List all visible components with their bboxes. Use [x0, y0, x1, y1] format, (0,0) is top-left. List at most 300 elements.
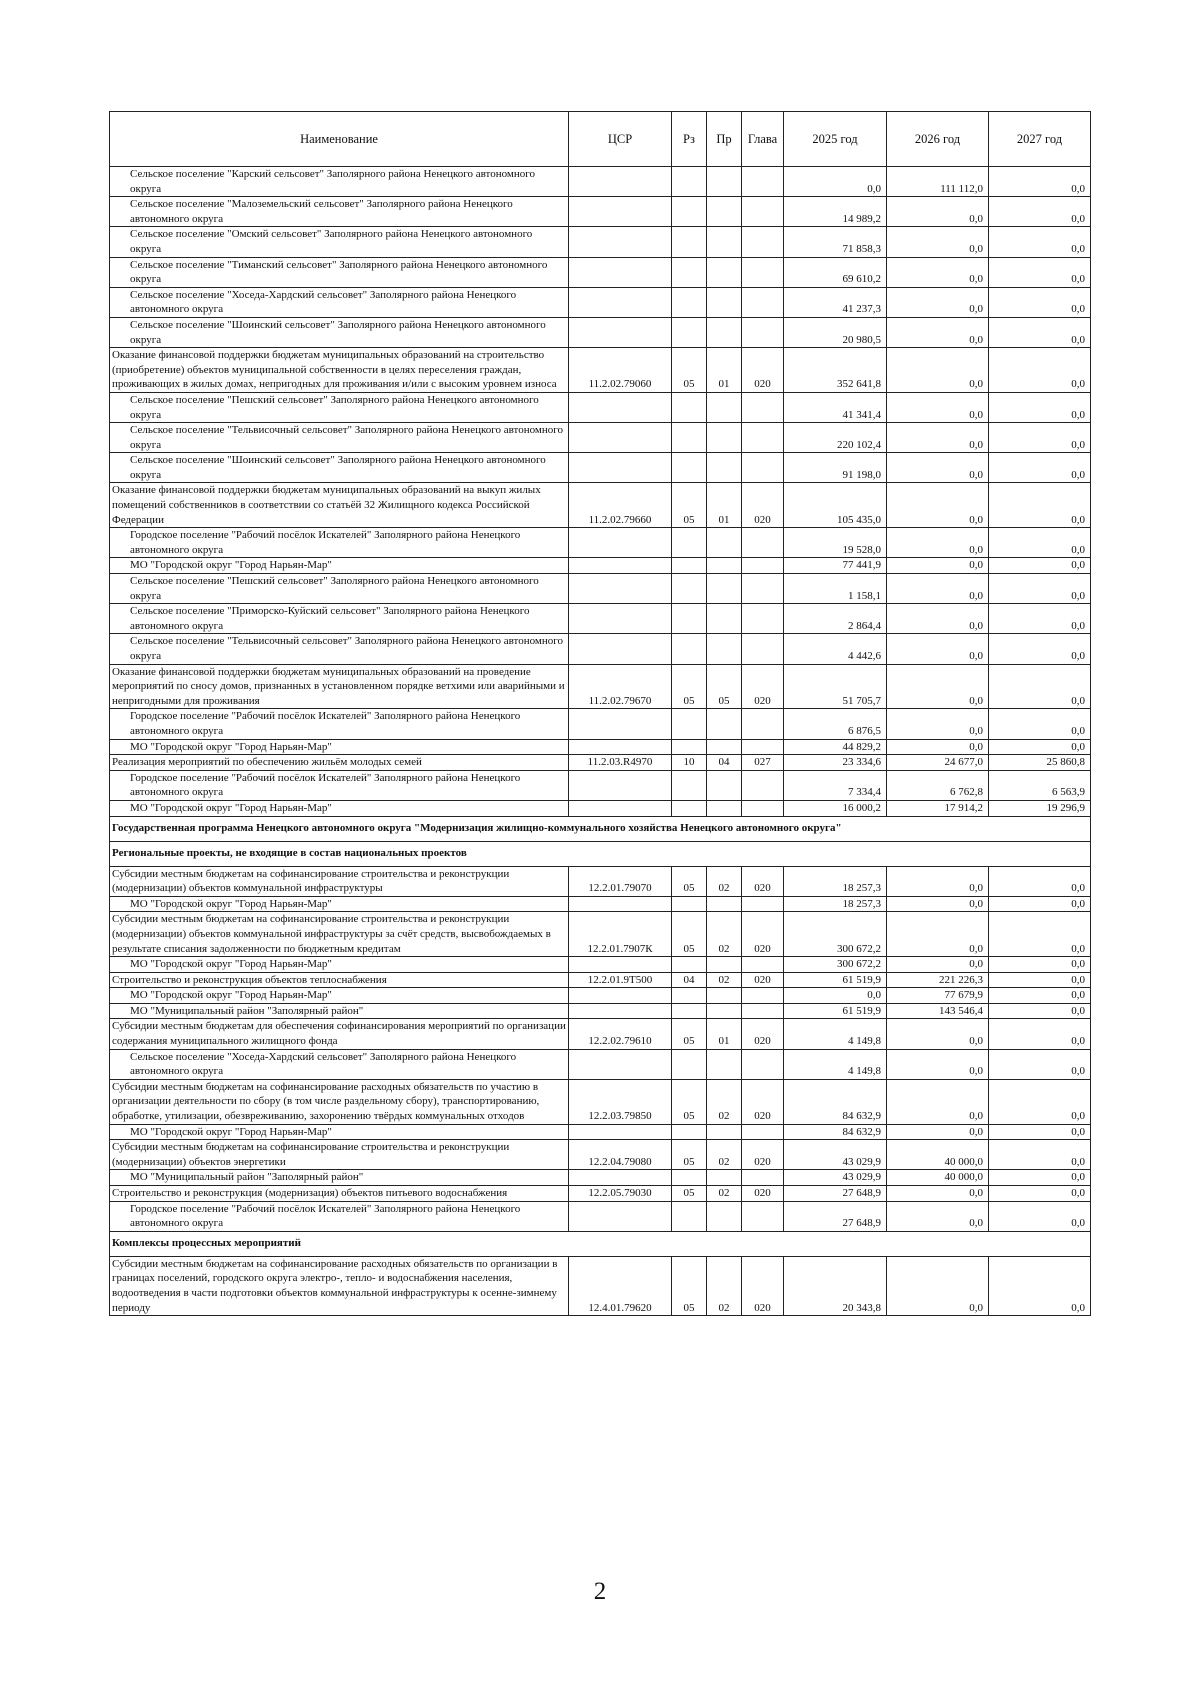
pr-cell: 02: [707, 912, 742, 957]
csr-cell: 11.2.02.79670: [569, 664, 672, 709]
column-header-rz: Рз: [672, 112, 707, 167]
glava-cell: 020: [742, 1140, 784, 1170]
pr-cell: 01: [707, 1019, 742, 1049]
value-2027-cell: 0,0: [989, 483, 1091, 528]
value-2026-cell: 0,0: [887, 558, 989, 574]
table-row: [110, 912, 1091, 957]
glava-cell: 020: [742, 866, 784, 896]
pr-cell: 02: [707, 1186, 742, 1202]
value-2027-cell: 0,0: [989, 604, 1091, 634]
value-2025-cell: 84 632,9: [784, 1124, 887, 1140]
name-cell: Реализация мероприятий по обеспечению жильём молодых семей: [110, 755, 569, 771]
pr-cell: 02: [707, 1079, 742, 1124]
value-2027-cell: 0,0: [989, 896, 1091, 912]
rz-cell: [672, 1124, 707, 1140]
value-2025-cell: 14 989,2: [784, 197, 887, 227]
value-2027-cell: 0,0: [989, 392, 1091, 422]
rz-cell: 05: [672, 912, 707, 957]
glava-cell: [742, 453, 784, 483]
table-row: [110, 1049, 1091, 1079]
name-cell: Сельское поселение "Тельвисочный сельсовет" Заполярного района Ненецкого автономного округа: [110, 634, 569, 664]
value-2025-cell: 51 705,7: [784, 664, 887, 709]
value-2027-cell: 0,0: [989, 227, 1091, 257]
table-row: [110, 287, 1091, 317]
rz-cell: [672, 423, 707, 453]
name-cell: МО "Городской округ "Город Нарьян-Мар": [110, 800, 569, 816]
value-2026-cell: 0,0: [887, 528, 989, 558]
csr-cell: 12.2.02.79610: [569, 1019, 672, 1049]
rz-cell: 04: [672, 972, 707, 988]
csr-cell: [569, 770, 672, 800]
value-2025-cell: 2 864,4: [784, 604, 887, 634]
name-cell: Сельское поселение "Шоинский сельсовет" Заполярного района Ненецкого автономного округа: [110, 317, 569, 347]
table-row: [110, 1140, 1091, 1170]
rz-cell: [672, 770, 707, 800]
pr-cell: [707, 558, 742, 574]
table-row: [110, 800, 1091, 816]
rz-cell: 05: [672, 483, 707, 528]
pr-cell: 01: [707, 483, 742, 528]
name-cell: Строительство и реконструкция (модернизация) объектов питьевого водоснабжения: [110, 1186, 569, 1202]
table-row: [110, 528, 1091, 558]
value-2025-cell: 44 829,2: [784, 739, 887, 755]
csr-cell: 12.2.05.79030: [569, 1186, 672, 1202]
value-2025-cell: 43 029,9: [784, 1170, 887, 1186]
csr-cell: [569, 317, 672, 347]
value-2027-cell: 0,0: [989, 257, 1091, 287]
value-2025-cell: 220 102,4: [784, 423, 887, 453]
name-cell: МО "Муниципальный район "Заполярный район": [110, 1170, 569, 1186]
value-2027-cell: 0,0: [989, 957, 1091, 973]
rz-cell: 05: [672, 866, 707, 896]
csr-cell: 12.2.01.7907К: [569, 912, 672, 957]
csr-cell: [569, 634, 672, 664]
csr-cell: [569, 227, 672, 257]
pr-cell: [707, 317, 742, 347]
rz-cell: [672, 317, 707, 347]
value-2026-cell: 24 677,0: [887, 755, 989, 771]
pr-cell: [707, 1003, 742, 1019]
rz-cell: 05: [672, 1186, 707, 1202]
name-cell: Сельское поселение "Омский сельсовет" Заполярного района Ненецкого автономного округа: [110, 227, 569, 257]
value-2025-cell: 6 876,5: [784, 709, 887, 739]
rz-cell: 05: [672, 664, 707, 709]
value-2027-cell: 0,0: [989, 423, 1091, 453]
value-2026-cell: 40 000,0: [887, 1170, 989, 1186]
value-2026-cell: 0,0: [887, 348, 989, 393]
rz-cell: 05: [672, 1140, 707, 1170]
glava-cell: 027: [742, 755, 784, 771]
pr-cell: 02: [707, 972, 742, 988]
table-row: [110, 1019, 1091, 1049]
value-2027-cell: 0,0: [989, 558, 1091, 574]
value-2027-cell: 6 563,9: [989, 770, 1091, 800]
value-2027-cell: 0,0: [989, 972, 1091, 988]
column-header-pr: Пр: [707, 112, 742, 167]
value-2026-cell: 0,0: [887, 634, 989, 664]
pr-cell: [707, 1201, 742, 1231]
glava-cell: 020: [742, 972, 784, 988]
csr-cell: [569, 528, 672, 558]
csr-cell: [569, 1201, 672, 1231]
value-2027-cell: 0,0: [989, 1019, 1091, 1049]
csr-cell: [569, 558, 672, 574]
csr-cell: 12.2.01.79070: [569, 866, 672, 896]
csr-cell: [569, 1124, 672, 1140]
table-row: [110, 972, 1091, 988]
name-cell: Субсидии местным бюджетам на софинансирование строительства и реконструкции (модернизации) объектов коммунальной инфраструктуры за счёт средств, высвобождаемых в результате списания задолженности по бюджетным кредитам: [110, 912, 569, 957]
value-2025-cell: 18 257,3: [784, 896, 887, 912]
name-cell: Оказание финансовой поддержки бюджетам муниципальных образований на выкуп жилых помещений собственников в соответствии со статьёй 32 Жилищного кодекса Российской Федерации: [110, 483, 569, 528]
rz-cell: [672, 1049, 707, 1079]
value-2027-cell: 0,0: [989, 1049, 1091, 1079]
name-cell: МО "Городской округ "Город Нарьян-Мар": [110, 957, 569, 973]
glava-cell: [742, 1201, 784, 1231]
name-cell: Строительство и реконструкция объектов теплоснабжения: [110, 972, 569, 988]
value-2025-cell: 0,0: [784, 988, 887, 1004]
name-cell: МО "Городской округ "Город Нарьян-Мар": [110, 896, 569, 912]
value-2025-cell: 19 528,0: [784, 528, 887, 558]
glava-cell: 020: [742, 1079, 784, 1124]
value-2027-cell: 0,0: [989, 634, 1091, 664]
csr-cell: [569, 800, 672, 816]
value-2025-cell: 16 000,2: [784, 800, 887, 816]
budget-table: [109, 111, 1091, 1316]
value-2026-cell: 0,0: [887, 912, 989, 957]
budget-table-container: [109, 111, 1090, 1316]
value-2027-cell: 0,0: [989, 1140, 1091, 1170]
name-cell: Оказание финансовой поддержки бюджетам муниципальных образований на проведение мероприятий по сносу домов, признанных в установленном порядке ветхими или аварийными и непригодными для проживания: [110, 664, 569, 709]
csr-cell: 11.2.03.R4970: [569, 755, 672, 771]
value-2026-cell: 0,0: [887, 423, 989, 453]
table-header-row: [110, 112, 1091, 167]
pr-cell: [707, 709, 742, 739]
name-cell: Сельское поселение "Приморско-Куйский сельсовет" Заполярного района Ненецкого автономного округа: [110, 604, 569, 634]
rz-cell: 05: [672, 348, 707, 393]
rz-cell: [672, 167, 707, 197]
value-2027-cell: 0,0: [989, 1003, 1091, 1019]
value-2027-cell: 0,0: [989, 866, 1091, 896]
pr-cell: [707, 1170, 742, 1186]
value-2026-cell: 0,0: [887, 483, 989, 528]
pr-cell: [707, 988, 742, 1004]
value-2026-cell: 0,0: [887, 664, 989, 709]
value-2025-cell: 20 980,5: [784, 317, 887, 347]
rz-cell: [672, 988, 707, 1004]
value-2027-cell: 0,0: [989, 739, 1091, 755]
value-2026-cell: 0,0: [887, 1124, 989, 1140]
value-2027-cell: 0,0: [989, 912, 1091, 957]
csr-cell: [569, 1170, 672, 1186]
name-cell: МО "Городской округ "Город Нарьян-Мар": [110, 739, 569, 755]
rz-cell: [672, 227, 707, 257]
value-2025-cell: 352 641,8: [784, 348, 887, 393]
value-2026-cell: 0,0: [887, 453, 989, 483]
name-cell: МО "Городской округ "Город Нарьян-Мар": [110, 558, 569, 574]
glava-cell: [742, 392, 784, 422]
section-title: Комплексы процессных мероприятий: [110, 1231, 1091, 1256]
value-2026-cell: 0,0: [887, 287, 989, 317]
rz-cell: [672, 197, 707, 227]
glava-cell: [742, 988, 784, 1004]
glava-cell: [742, 197, 784, 227]
value-2027-cell: 0,0: [989, 528, 1091, 558]
glava-cell: [742, 1170, 784, 1186]
value-2026-cell: 0,0: [887, 1019, 989, 1049]
pr-cell: [707, 1124, 742, 1140]
table-row: [110, 634, 1091, 664]
value-2027-cell: 0,0: [989, 988, 1091, 1004]
table-row: [110, 257, 1091, 287]
section-row: [110, 1231, 1091, 1256]
csr-cell: [569, 392, 672, 422]
table-row: [110, 1079, 1091, 1124]
table-row: [110, 167, 1091, 197]
name-cell: Оказание финансовой поддержки бюджетам муниципальных образований на строительство (приобретение) объектов муниципальной собственности в целях переселения граждан, проживающих в жилых домах, непригодных для проживания и/или с высоким уровнем износа: [110, 348, 569, 393]
value-2027-cell: 0,0: [989, 1124, 1091, 1140]
table-row: [110, 423, 1091, 453]
csr-cell: [569, 197, 672, 227]
name-cell: Субсидии местным бюджетам на софинансирование расходных обязательств по организации в границах поселений, городского округа электро-, тепло- и водоснабжения населения, водоотведения в части подготовки объектов коммунальной инфраструктуры к осенне-зимнему периоду: [110, 1256, 569, 1315]
glava-cell: [742, 558, 784, 574]
pr-cell: [707, 957, 742, 973]
value-2026-cell: 17 914,2: [887, 800, 989, 816]
glava-cell: [742, 800, 784, 816]
csr-cell: 11.2.02.79060: [569, 348, 672, 393]
value-2026-cell: 111 112,0: [887, 167, 989, 197]
glava-cell: 020: [742, 348, 784, 393]
glava-cell: [742, 257, 784, 287]
table-row: [110, 227, 1091, 257]
column-header-2026: 2026 год: [887, 112, 989, 167]
name-cell: МО "Городской округ "Город Нарьян-Мар": [110, 988, 569, 1004]
value-2025-cell: 91 198,0: [784, 453, 887, 483]
name-cell: Сельское поселение "Хоседа-Хардский сельсовет" Заполярного района Ненецкого автономного округа: [110, 1049, 569, 1079]
csr-cell: [569, 1003, 672, 1019]
table-row: [110, 1256, 1091, 1315]
glava-cell: 020: [742, 1019, 784, 1049]
csr-cell: [569, 709, 672, 739]
rz-cell: [672, 574, 707, 604]
value-2026-cell: 0,0: [887, 1201, 989, 1231]
pr-cell: [707, 197, 742, 227]
table-row: [110, 1124, 1091, 1140]
value-2025-cell: 0,0: [784, 167, 887, 197]
name-cell: МО "Муниципальный район "Заполярный район": [110, 1003, 569, 1019]
value-2026-cell: 0,0: [887, 574, 989, 604]
pr-cell: 05: [707, 664, 742, 709]
section-title: Государственная программа Ненецкого автономного округа "Модернизация жилищно-коммунального хозяйства Ненецкого автономного округа": [110, 816, 1091, 841]
csr-cell: 12.2.04.79080: [569, 1140, 672, 1170]
name-cell: Сельское поселение "Тиманский сельсовет" Заполярного района Ненецкого автономного округа: [110, 257, 569, 287]
value-2025-cell: 105 435,0: [784, 483, 887, 528]
rz-cell: [672, 528, 707, 558]
pr-cell: [707, 574, 742, 604]
rz-cell: [672, 1201, 707, 1231]
section-row: [110, 816, 1091, 841]
csr-cell: 12.2.03.79850: [569, 1079, 672, 1124]
value-2027-cell: 0,0: [989, 317, 1091, 347]
pr-cell: [707, 770, 742, 800]
value-2026-cell: 221 226,3: [887, 972, 989, 988]
value-2025-cell: 18 257,3: [784, 866, 887, 896]
glava-cell: [742, 1124, 784, 1140]
value-2025-cell: 41 341,4: [784, 392, 887, 422]
value-2025-cell: 4 442,6: [784, 634, 887, 664]
column-header-2025: 2025 год: [784, 112, 887, 167]
value-2025-cell: 77 441,9: [784, 558, 887, 574]
rz-cell: [672, 257, 707, 287]
pr-cell: [707, 604, 742, 634]
value-2026-cell: 0,0: [887, 896, 989, 912]
value-2026-cell: 0,0: [887, 392, 989, 422]
value-2025-cell: 71 858,3: [784, 227, 887, 257]
csr-cell: [569, 423, 672, 453]
value-2027-cell: 0,0: [989, 287, 1091, 317]
value-2027-cell: 0,0: [989, 167, 1091, 197]
value-2027-cell: 0,0: [989, 1170, 1091, 1186]
name-cell: Субсидии местным бюджетам на софинансирование строительства и реконструкции (модернизации) объектов энергетики: [110, 1140, 569, 1170]
value-2025-cell: 20 343,8: [784, 1256, 887, 1315]
value-2026-cell: 0,0: [887, 866, 989, 896]
table-row: [110, 1201, 1091, 1231]
name-cell: Сельское поселение "Пешский сельсовет" Заполярного района Ненецкого автономного округа: [110, 574, 569, 604]
table-row: [110, 392, 1091, 422]
csr-cell: [569, 453, 672, 483]
pr-cell: [707, 800, 742, 816]
pr-cell: [707, 634, 742, 664]
column-header-glava: Глава: [742, 112, 784, 167]
rz-cell: [672, 709, 707, 739]
value-2026-cell: 0,0: [887, 957, 989, 973]
value-2026-cell: 0,0: [887, 1256, 989, 1315]
csr-cell: [569, 574, 672, 604]
value-2027-cell: 0,0: [989, 1079, 1091, 1124]
glava-cell: 020: [742, 1186, 784, 1202]
section-row: [110, 841, 1091, 866]
glava-cell: [742, 604, 784, 634]
pr-cell: [707, 287, 742, 317]
section-title: Региональные проекты, не входящие в состав национальных проектов: [110, 841, 1091, 866]
glava-cell: [742, 957, 784, 973]
value-2027-cell: 0,0: [989, 709, 1091, 739]
rz-cell: [672, 1003, 707, 1019]
value-2025-cell: 61 519,9: [784, 972, 887, 988]
value-2025-cell: 23 334,6: [784, 755, 887, 771]
table-row: [110, 739, 1091, 755]
value-2026-cell: 0,0: [887, 709, 989, 739]
rz-cell: [672, 800, 707, 816]
value-2026-cell: 77 679,9: [887, 988, 989, 1004]
pr-cell: [707, 227, 742, 257]
value-2025-cell: 1 158,1: [784, 574, 887, 604]
csr-cell: 12.2.01.9Т500: [569, 972, 672, 988]
glava-cell: [742, 709, 784, 739]
glava-cell: 020: [742, 483, 784, 528]
rz-cell: [672, 287, 707, 317]
table-row: [110, 197, 1091, 227]
value-2027-cell: 0,0: [989, 664, 1091, 709]
table-row: [110, 348, 1091, 393]
value-2025-cell: 69 610,2: [784, 257, 887, 287]
table-row: [110, 988, 1091, 1004]
column-header-csr: ЦСР: [569, 112, 672, 167]
table-row: [110, 317, 1091, 347]
name-cell: МО "Городской округ "Город Нарьян-Мар": [110, 1124, 569, 1140]
value-2027-cell: 0,0: [989, 1201, 1091, 1231]
value-2025-cell: 61 519,9: [784, 1003, 887, 1019]
glava-cell: [742, 287, 784, 317]
value-2026-cell: 0,0: [887, 1186, 989, 1202]
table-row: [110, 770, 1091, 800]
csr-cell: [569, 1049, 672, 1079]
glava-cell: [742, 634, 784, 664]
csr-cell: [569, 739, 672, 755]
page-number: 2: [593, 1578, 607, 1605]
table-row: [110, 558, 1091, 574]
csr-cell: [569, 988, 672, 1004]
pr-cell: [707, 423, 742, 453]
rz-cell: 05: [672, 1079, 707, 1124]
name-cell: Сельское поселение "Карский сельсовет" Заполярного района Ненецкого автономного округа: [110, 167, 569, 197]
table-row: [110, 453, 1091, 483]
value-2026-cell: 143 546,4: [887, 1003, 989, 1019]
rz-cell: [672, 739, 707, 755]
pr-cell: [707, 392, 742, 422]
glava-cell: [742, 1049, 784, 1079]
value-2025-cell: 300 672,2: [784, 912, 887, 957]
glava-cell: 020: [742, 912, 784, 957]
name-cell: Городское поселение "Рабочий посёлок Искателей" Заполярного района Ненецкого автономного округа: [110, 1201, 569, 1231]
value-2027-cell: 0,0: [989, 1256, 1091, 1315]
value-2025-cell: 43 029,9: [784, 1140, 887, 1170]
value-2027-cell: 19 296,9: [989, 800, 1091, 816]
glava-cell: [742, 167, 784, 197]
table-row: [110, 866, 1091, 896]
glava-cell: [742, 227, 784, 257]
pr-cell: 02: [707, 1256, 742, 1315]
name-cell: Субсидии местным бюджетам для обеспечения софинансирования мероприятий по организации содержания муниципального жилищного фонда: [110, 1019, 569, 1049]
csr-cell: 12.4.01.79620: [569, 1256, 672, 1315]
table-row: [110, 574, 1091, 604]
name-cell: Городское поселение "Рабочий посёлок Искателей" Заполярного района Ненецкого автономного округа: [110, 770, 569, 800]
glava-cell: [742, 317, 784, 347]
table-row: [110, 1003, 1091, 1019]
table-row: [110, 957, 1091, 973]
table-row: [110, 709, 1091, 739]
pr-cell: [707, 257, 742, 287]
csr-cell: 11.2.02.79660: [569, 483, 672, 528]
rz-cell: 10: [672, 755, 707, 771]
value-2026-cell: 0,0: [887, 739, 989, 755]
pr-cell: [707, 453, 742, 483]
value-2026-cell: 0,0: [887, 257, 989, 287]
pr-cell: 01: [707, 348, 742, 393]
column-header-name: Наименование: [110, 112, 569, 167]
rz-cell: [672, 1170, 707, 1186]
value-2027-cell: 0,0: [989, 574, 1091, 604]
value-2025-cell: 27 648,9: [784, 1186, 887, 1202]
glava-cell: [742, 528, 784, 558]
value-2025-cell: 4 149,8: [784, 1019, 887, 1049]
glava-cell: [742, 770, 784, 800]
name-cell: Сельское поселение "Пешский сельсовет" Заполярного района Ненецкого автономного округа: [110, 392, 569, 422]
csr-cell: [569, 167, 672, 197]
value-2026-cell: 0,0: [887, 604, 989, 634]
name-cell: Городское поселение "Рабочий посёлок Искателей" Заполярного района Ненецкого автономного округа: [110, 528, 569, 558]
rz-cell: [672, 392, 707, 422]
pr-cell: [707, 739, 742, 755]
